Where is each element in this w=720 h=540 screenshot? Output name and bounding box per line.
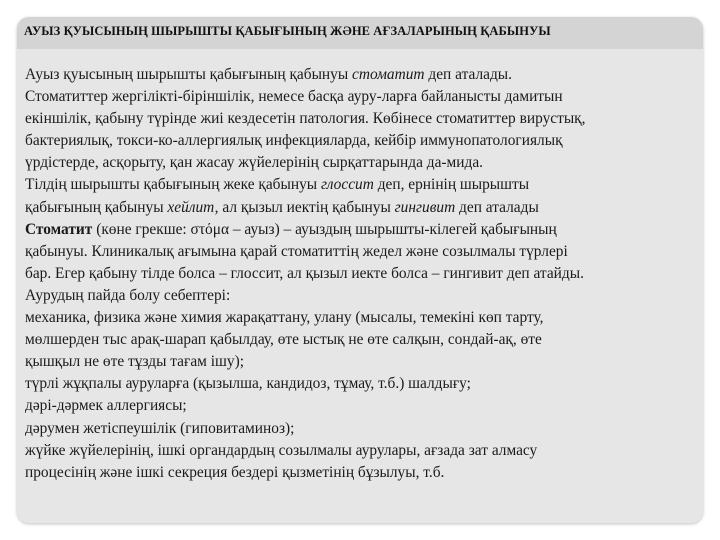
term-gingivit: гингивит	[394, 198, 456, 216]
text-line: мөлшерден тыс арақ-шарап қабылдау, өте ыстық не өте салқын, сондай-ақ, өте	[25, 331, 542, 349]
term-stomatit: стоматит	[352, 66, 425, 83]
text-line: процесінің және ішкі секреция бездері қызметінің бұзылуы, т.б.	[25, 463, 445, 481]
text-line: үрдістерде, асқорыту, қан жасау жүйелерінің сырқаттарында да-мида.	[25, 154, 484, 172]
term-heilit: хейлит,	[167, 198, 219, 216]
text-line: Ауыз қуысының шырышты қабығының қабынуы стоматит деп аталады.	[25, 66, 512, 83]
text-line: дәрумен жетіспеушілік (гиповитаминоз);	[25, 419, 295, 437]
causes-heading: Аурудың пайда болу себептері:	[25, 286, 231, 304]
text-line: Стоматиттер жергілікті-біріншілік, немесе басқа ауру-ларға байланысты дамитын	[25, 88, 563, 106]
text-line: дәрі-дәрмек аллергиясы;	[25, 397, 187, 415]
text-line: қышқыл не өте тұзды тағам ішу);	[25, 353, 244, 371]
text-line: қабығының қабынуы хейлит, ал қызыл иектің қабынуы гингивит деп аталады	[25, 198, 539, 216]
text-line: Тілдің шырышты қабығының жеке қабынуы глоссит деп, ернінің шырышты	[25, 176, 530, 194]
body-text	[25, 64, 697, 484]
term-stomatit-bold: Стоматит	[25, 220, 93, 238]
term-glossit: глоссит	[320, 176, 374, 194]
text-line: қабынуы. Клиникалық ағымына қарай стоматиттің жедел және созылмалы түрлері	[25, 242, 568, 260]
text-line: екіншілік, қабыну түрінде жиі кездесетін патология. Көбінесе стоматиттер вирустық,	[25, 110, 586, 128]
text-line: жүйке жүйелерінің, ішкі органдардың созылмалы аурулары, ағзада зат алмасу	[25, 441, 538, 459]
text-line: Стоматит (көне грекше: στόμα – ауыз) – ауыздың шырышты-кілегей қабығының	[25, 220, 557, 238]
text-line: механика, физика және химия жарақаттану, улану (мысалы, темекіні көп тарту,	[25, 309, 544, 327]
text-line: түрлі жұқпалы ауруларға (қызылша, кандидоз, тұмау, т.б.) шалдығу;	[25, 375, 471, 393]
text-line: бактериялық, токси-ко-аллергиялық инфекцияларда, кейбір иммунопатологиялық	[25, 132, 563, 150]
text-line: бар. Егер қабыну тілде болса – глоссит, ал қызыл иекте болса – гингивит деп атайды.	[25, 264, 584, 282]
slide-title: АУЫЗ ҚУЫСЫНЫҢ ШЫРЫШТЫ ҚАБЫҒЫНЫҢ ЖӘНЕ АҒЗАЛАРЫНЫҢ ҚАБЫНУЫ	[24, 24, 551, 38]
